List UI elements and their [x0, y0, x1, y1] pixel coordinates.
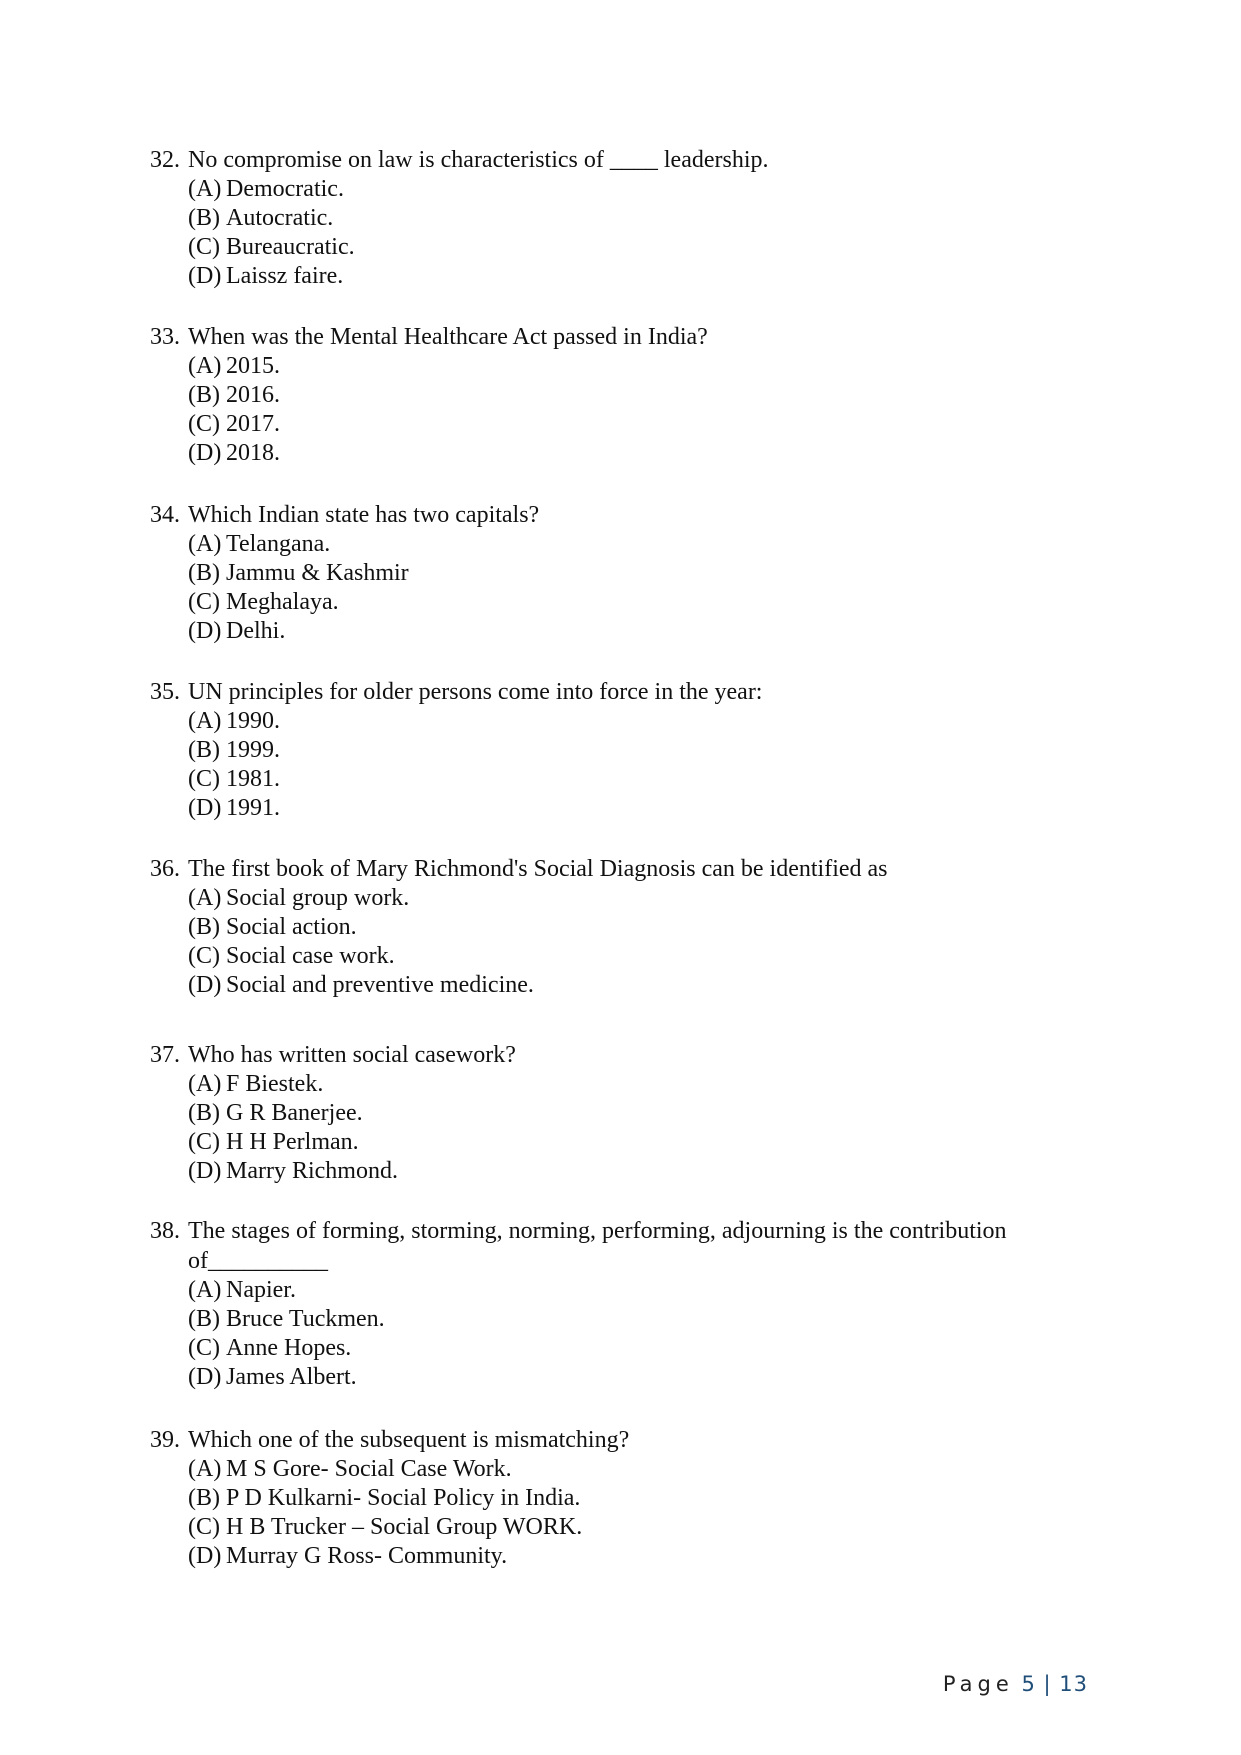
question-number: 35.: [150, 679, 180, 705]
option-b: [188, 736, 1110, 765]
option-c: [188, 942, 1110, 971]
option-text: Anne Hopes.: [226, 1335, 352, 1361]
option-b: [188, 913, 1110, 942]
option-a: [188, 884, 1110, 913]
option-b: [188, 204, 1110, 233]
option-letter: (C): [188, 943, 220, 969]
page-footer: [943, 1672, 1088, 1696]
option-text: 1981.: [226, 766, 280, 792]
question-text: No compromise on law is characteristics of ____ leadership.: [188, 147, 769, 173]
option-letter: (A): [188, 531, 222, 557]
page-separator: |: [1043, 1672, 1052, 1696]
option-letter: (D): [188, 618, 222, 644]
option-text: 2015.: [226, 353, 280, 379]
option-letter: (D): [188, 1158, 222, 1184]
option-a: [188, 1455, 1110, 1484]
options-list: [188, 1455, 1110, 1571]
options-list: [188, 352, 1110, 468]
options-list: [188, 884, 1110, 1000]
option-letter: (A): [188, 708, 222, 734]
option-c: [188, 1513, 1110, 1542]
option-c: [188, 588, 1110, 617]
question-34: [150, 500, 1110, 646]
page-label: Page: [942, 1672, 1014, 1696]
option-text: M S Gore- Social Case Work.: [226, 1456, 512, 1482]
question-text: Who has written social casework?: [188, 1042, 516, 1068]
question-number: 37.: [150, 1042, 180, 1068]
option-text: G R Banerjee.: [226, 1100, 363, 1126]
option-text: Jammu & Kashmir: [226, 560, 409, 586]
option-letter: (D): [188, 795, 222, 821]
question-35: [150, 677, 1110, 823]
option-d: [188, 439, 1110, 468]
option-b: [188, 1099, 1110, 1128]
question-37: [150, 1040, 1110, 1186]
question-33: [150, 322, 1110, 468]
option-text: 2017.: [226, 411, 280, 437]
option-a: [188, 530, 1110, 559]
question-38: [150, 1216, 1110, 1392]
question-39: [150, 1425, 1110, 1571]
option-letter: (C): [188, 1129, 220, 1155]
option-text: 1999.: [226, 737, 280, 763]
total-pages: 13: [1059, 1672, 1088, 1696]
option-text: Murray G Ross- Community.: [226, 1543, 508, 1569]
option-letter: (C): [188, 766, 220, 792]
option-text: H H Perlman.: [226, 1129, 359, 1155]
question-text: Which Indian state has two capitals?: [188, 502, 540, 528]
option-text: Marry Richmond.: [226, 1158, 398, 1184]
option-text: F Biestek.: [226, 1071, 324, 1097]
options-list: [188, 1070, 1110, 1186]
option-letter: (A): [188, 176, 222, 202]
option-c: [188, 233, 1110, 262]
option-d: [188, 617, 1110, 646]
question-text: UN principles for older persons come into force in the year:: [188, 679, 763, 705]
question-text: The first book of Mary Richmond's Social Diagnosis can be identified as: [188, 856, 888, 882]
option-letter: (C): [188, 411, 220, 437]
options-list: [188, 1276, 1110, 1392]
option-a: [188, 175, 1110, 204]
option-text: Delhi.: [226, 618, 286, 644]
option-letter: (B): [188, 560, 220, 586]
option-text: Social and preventive medicine.: [226, 972, 534, 998]
option-d: [188, 1542, 1110, 1571]
option-letter: (B): [188, 205, 220, 231]
option-text: James Albert.: [226, 1364, 357, 1390]
option-text: Social action.: [226, 914, 357, 940]
option-b: [188, 381, 1110, 410]
option-letter: (C): [188, 589, 220, 615]
option-d: [188, 971, 1110, 1000]
option-letter: (D): [188, 1364, 222, 1390]
question-text: When was the Mental Healthcare Act passed in India?: [188, 324, 708, 350]
current-page-number: 5: [1021, 1672, 1036, 1696]
option-letter: (B): [188, 737, 220, 763]
option-text: 2018.: [226, 440, 280, 466]
question-number: 34.: [150, 502, 180, 528]
option-c: [188, 1128, 1110, 1157]
options-list: [188, 707, 1110, 823]
option-letter: (B): [188, 914, 220, 940]
option-letter: (A): [188, 1071, 222, 1097]
option-letter: (A): [188, 885, 222, 911]
option-a: [188, 1070, 1110, 1099]
option-text: 1990.: [226, 708, 280, 734]
option-text: Bureaucratic.: [226, 234, 355, 260]
option-letter: (D): [188, 440, 222, 466]
option-text: Telangana.: [226, 531, 331, 557]
option-b: [188, 1305, 1110, 1334]
option-text: Democratic.: [226, 176, 344, 202]
option-letter: (B): [188, 382, 220, 408]
option-letter: (B): [188, 1306, 220, 1332]
question-number: 39.: [150, 1427, 180, 1453]
option-text: Napier.: [226, 1277, 296, 1303]
option-a: [188, 707, 1110, 736]
option-letter: (D): [188, 1543, 222, 1569]
option-text: Social case work.: [226, 943, 395, 969]
option-text: Social group work.: [226, 885, 410, 911]
option-a: [188, 352, 1110, 381]
option-c: [188, 1334, 1110, 1363]
question-number: 38.: [150, 1218, 180, 1244]
option-d: [188, 262, 1110, 291]
option-text: Meghalaya.: [226, 589, 339, 615]
option-text: P D Kulkarni- Social Policy in India.: [226, 1485, 581, 1511]
option-c: [188, 410, 1110, 439]
option-letter: (D): [188, 263, 222, 289]
question-text: The stages of forming, storming, norming, performing, adjourning is the contribution of__________: [188, 1218, 1007, 1274]
option-letter: (B): [188, 1485, 220, 1511]
option-text: Autocratic.: [226, 205, 334, 231]
option-letter: (A): [188, 353, 222, 379]
option-letter: (C): [188, 1335, 220, 1361]
option-text: 2016.: [226, 382, 280, 408]
option-letter: (A): [188, 1277, 222, 1303]
option-a: [188, 1276, 1110, 1305]
option-d: [188, 1363, 1110, 1392]
option-b: [188, 1484, 1110, 1513]
option-letter: (C): [188, 1514, 220, 1540]
option-text: 1991.: [226, 795, 280, 821]
option-letter: (A): [188, 1456, 222, 1482]
question-number: 33.: [150, 324, 180, 350]
option-letter: (C): [188, 234, 220, 260]
option-letter: (B): [188, 1100, 220, 1126]
question-text: Which one of the subsequent is mismatching?: [188, 1427, 630, 1453]
option-text: H B Trucker – Social Group WORK.: [226, 1514, 583, 1540]
question-32: [150, 145, 1110, 291]
option-text: Bruce Tuckmen.: [226, 1306, 385, 1332]
options-list: [188, 530, 1110, 646]
question-number: 36.: [150, 856, 180, 882]
option-text: Laissz faire.: [226, 263, 344, 289]
option-d: [188, 1157, 1110, 1186]
option-b: [188, 559, 1110, 588]
option-letter: (D): [188, 972, 222, 998]
question-number: 32.: [150, 147, 180, 173]
option-c: [188, 765, 1110, 794]
question-36: [150, 854, 1110, 1000]
options-list: [188, 175, 1110, 291]
option-d: [188, 794, 1110, 823]
